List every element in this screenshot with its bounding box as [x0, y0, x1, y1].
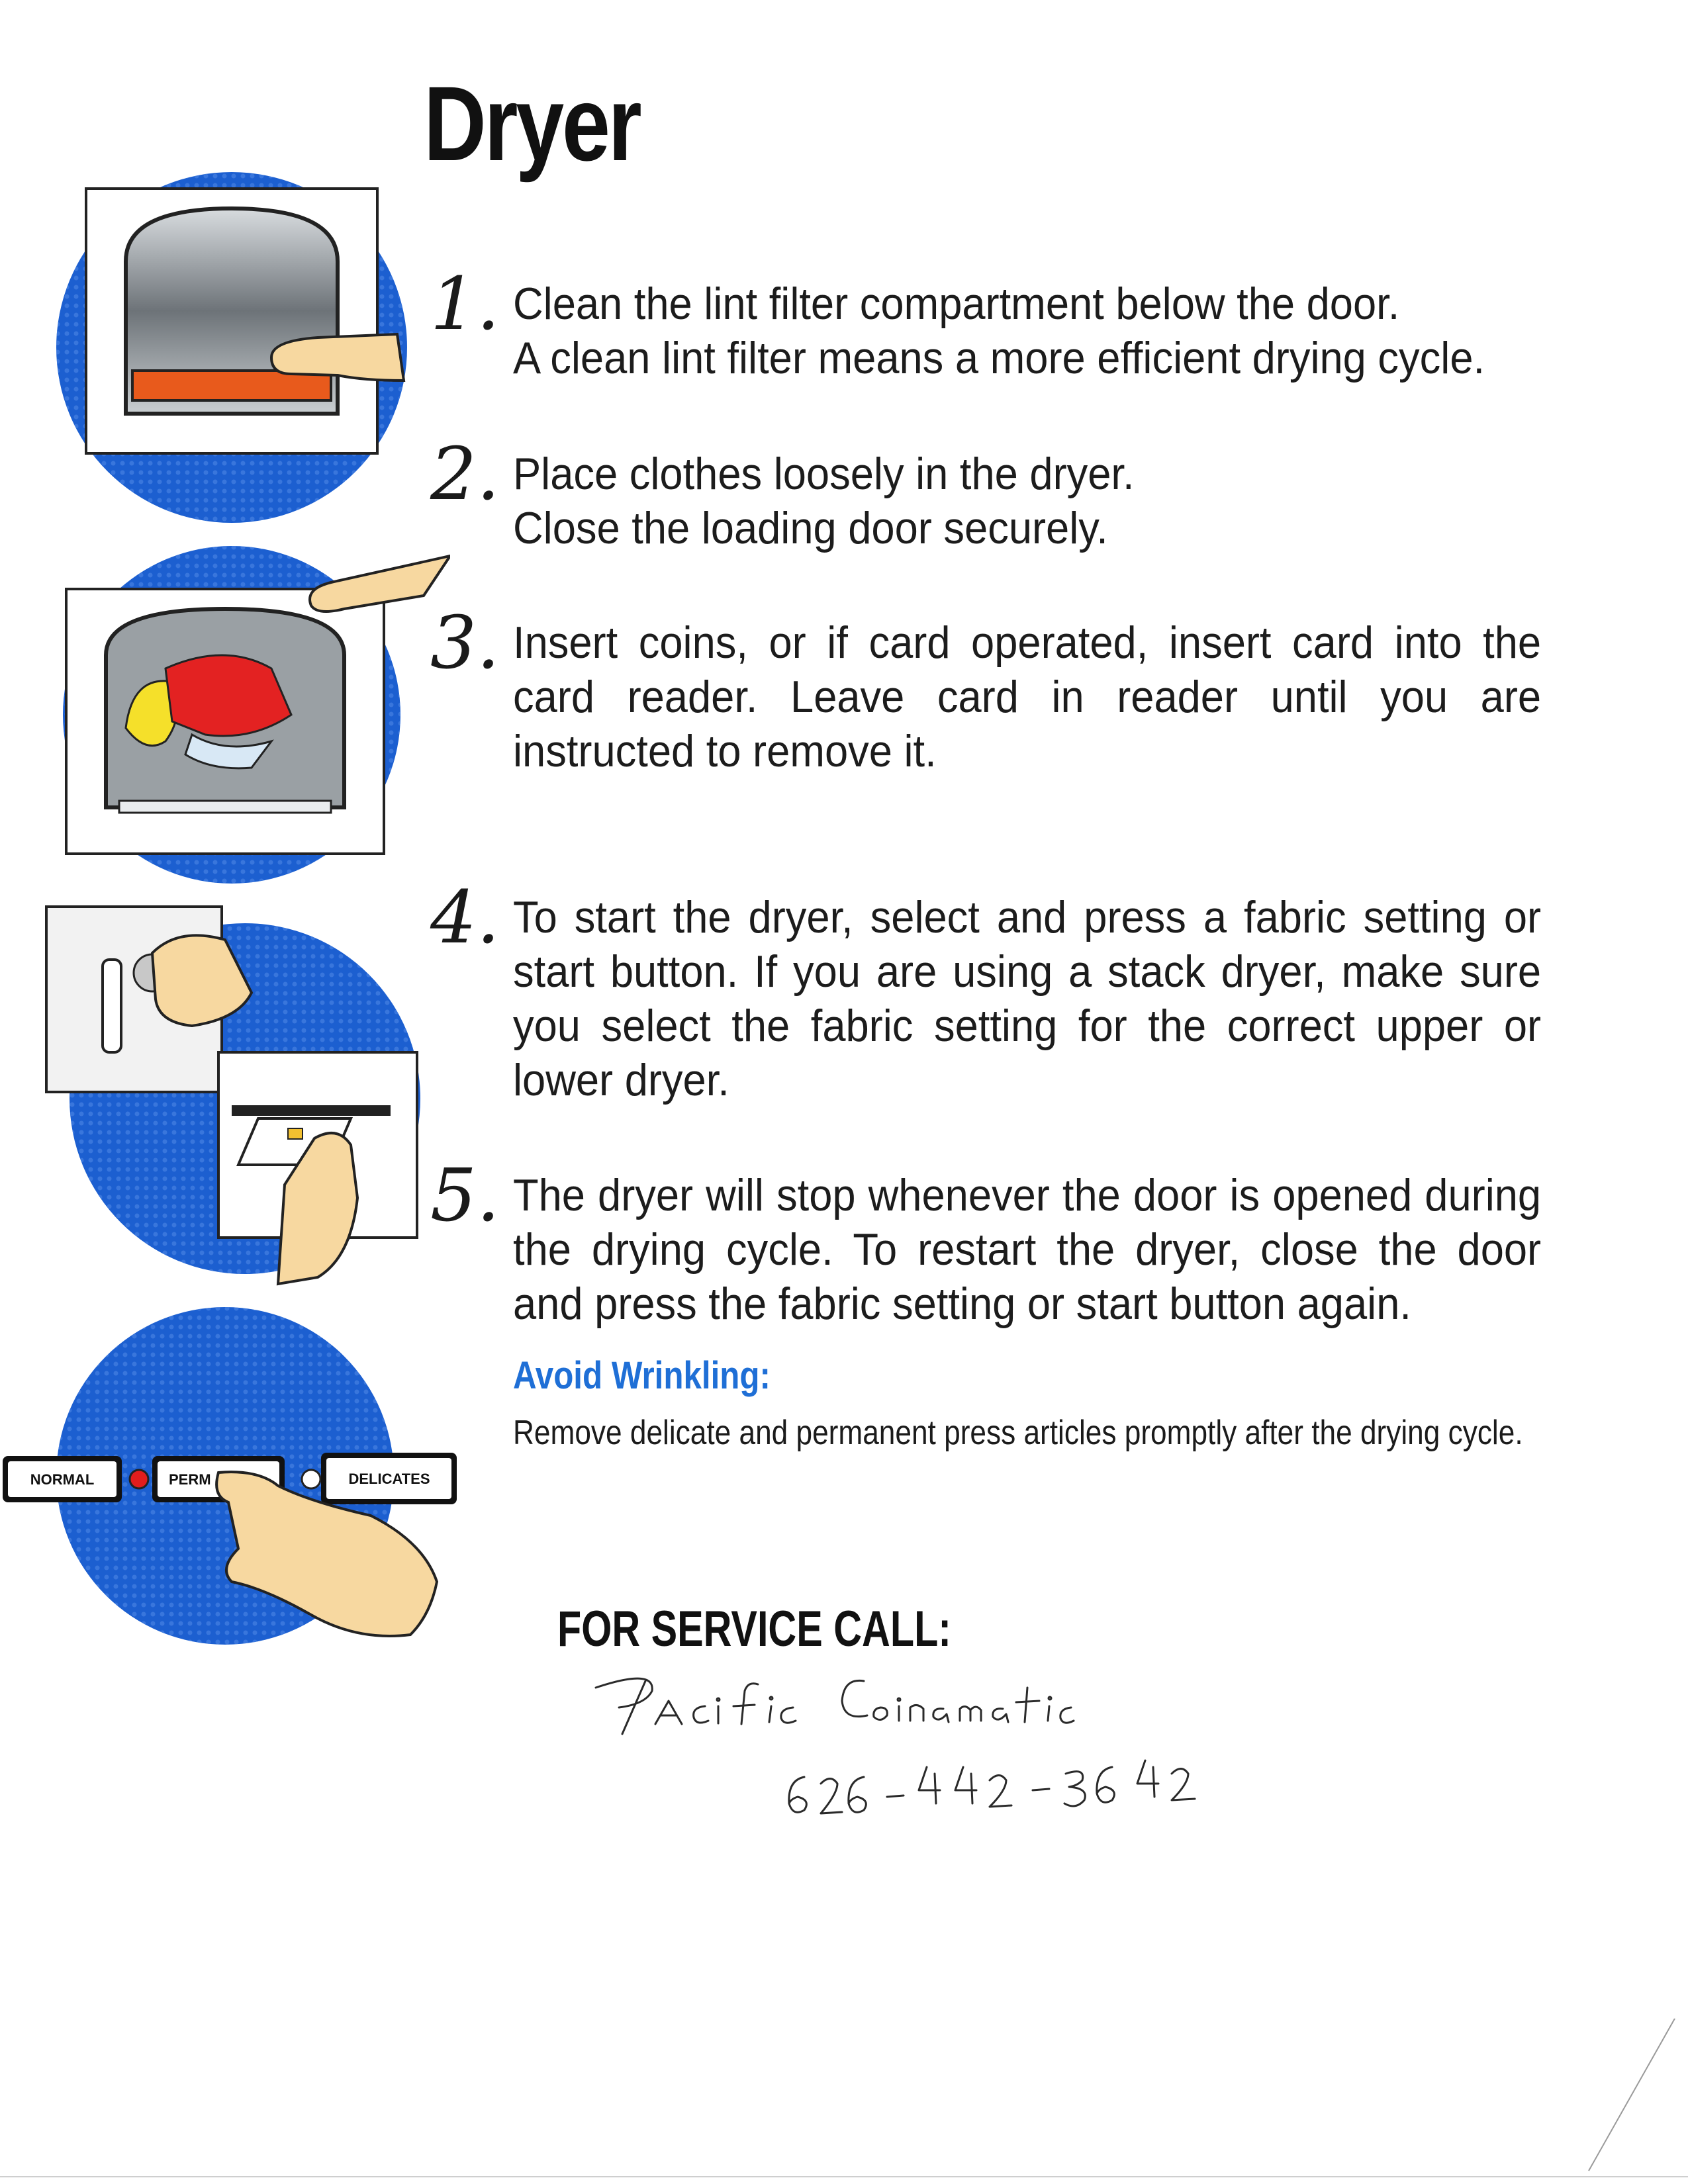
step-number: 3. — [430, 600, 500, 685]
handwritten-service-note — [583, 1655, 1344, 1840]
avoid-wrinkling-text: Remove delicate and permanent press articles promptly after the drying cycle. — [513, 1414, 1523, 1452]
step-text: Clean the lint filter compartment below the door. A clean lint filter means a more efficient drying cycle. — [513, 279, 1485, 383]
card-slot — [232, 1105, 391, 1116]
load-clothes-illustration — [53, 543, 450, 887]
scan-edge-mark — [1516, 2019, 1681, 2177]
page-title: Dryer — [424, 64, 640, 183]
fabric-label: DELICATES — [348, 1471, 430, 1487]
fabric-label: PERM — [169, 1471, 211, 1488]
step-text: Place clothes loosely in the dryer. Close the loading door securely. — [513, 449, 1135, 553]
step-text: The dryer will stop whenever the door is opened during the drying cycle. To restart the dryer, close the door and press the fabric setting or start button again. — [513, 1170, 1542, 1329]
hand-icon — [310, 556, 450, 612]
step-number: 2. — [430, 432, 500, 516]
coin-slot — [103, 960, 121, 1052]
hand-icon — [271, 334, 404, 381]
indicator-light — [130, 1470, 148, 1488]
fabric-label: NORMAL — [30, 1471, 95, 1488]
step-number: 5. — [430, 1153, 500, 1238]
lint-filter-illustration — [53, 162, 424, 533]
avoid-wrinkling-heading: Avoid Wrinkling: — [513, 1354, 771, 1397]
coin-card-illustration — [40, 887, 437, 1297]
step-text: Insert coins, or if card operated, insert card into the card reader. Leave card in reader until you are instructed to remove it. — [513, 617, 1542, 776]
indicator-light — [302, 1470, 320, 1488]
service-call-label: FOR SERVICE CALL: — [557, 1601, 952, 1657]
fabric-button-normal — [3, 1456, 122, 1502]
step-number: 1. — [430, 261, 500, 346]
handwritten-name — [596, 1678, 1074, 1734]
page-bottom-edge — [0, 2176, 1688, 2177]
fabric-button-delicates — [321, 1453, 457, 1504]
handwritten-phone — [789, 1760, 1195, 1813]
step-number: 4. — [430, 875, 500, 960]
step-text: To start the dryer, select and press a fabric setting or start button. If you are using a stack dryer, make sure you select the fabric setting for the correct upper or lower dryer. — [513, 892, 1542, 1105]
fabric-buttons-illustration — [0, 1304, 463, 1674]
